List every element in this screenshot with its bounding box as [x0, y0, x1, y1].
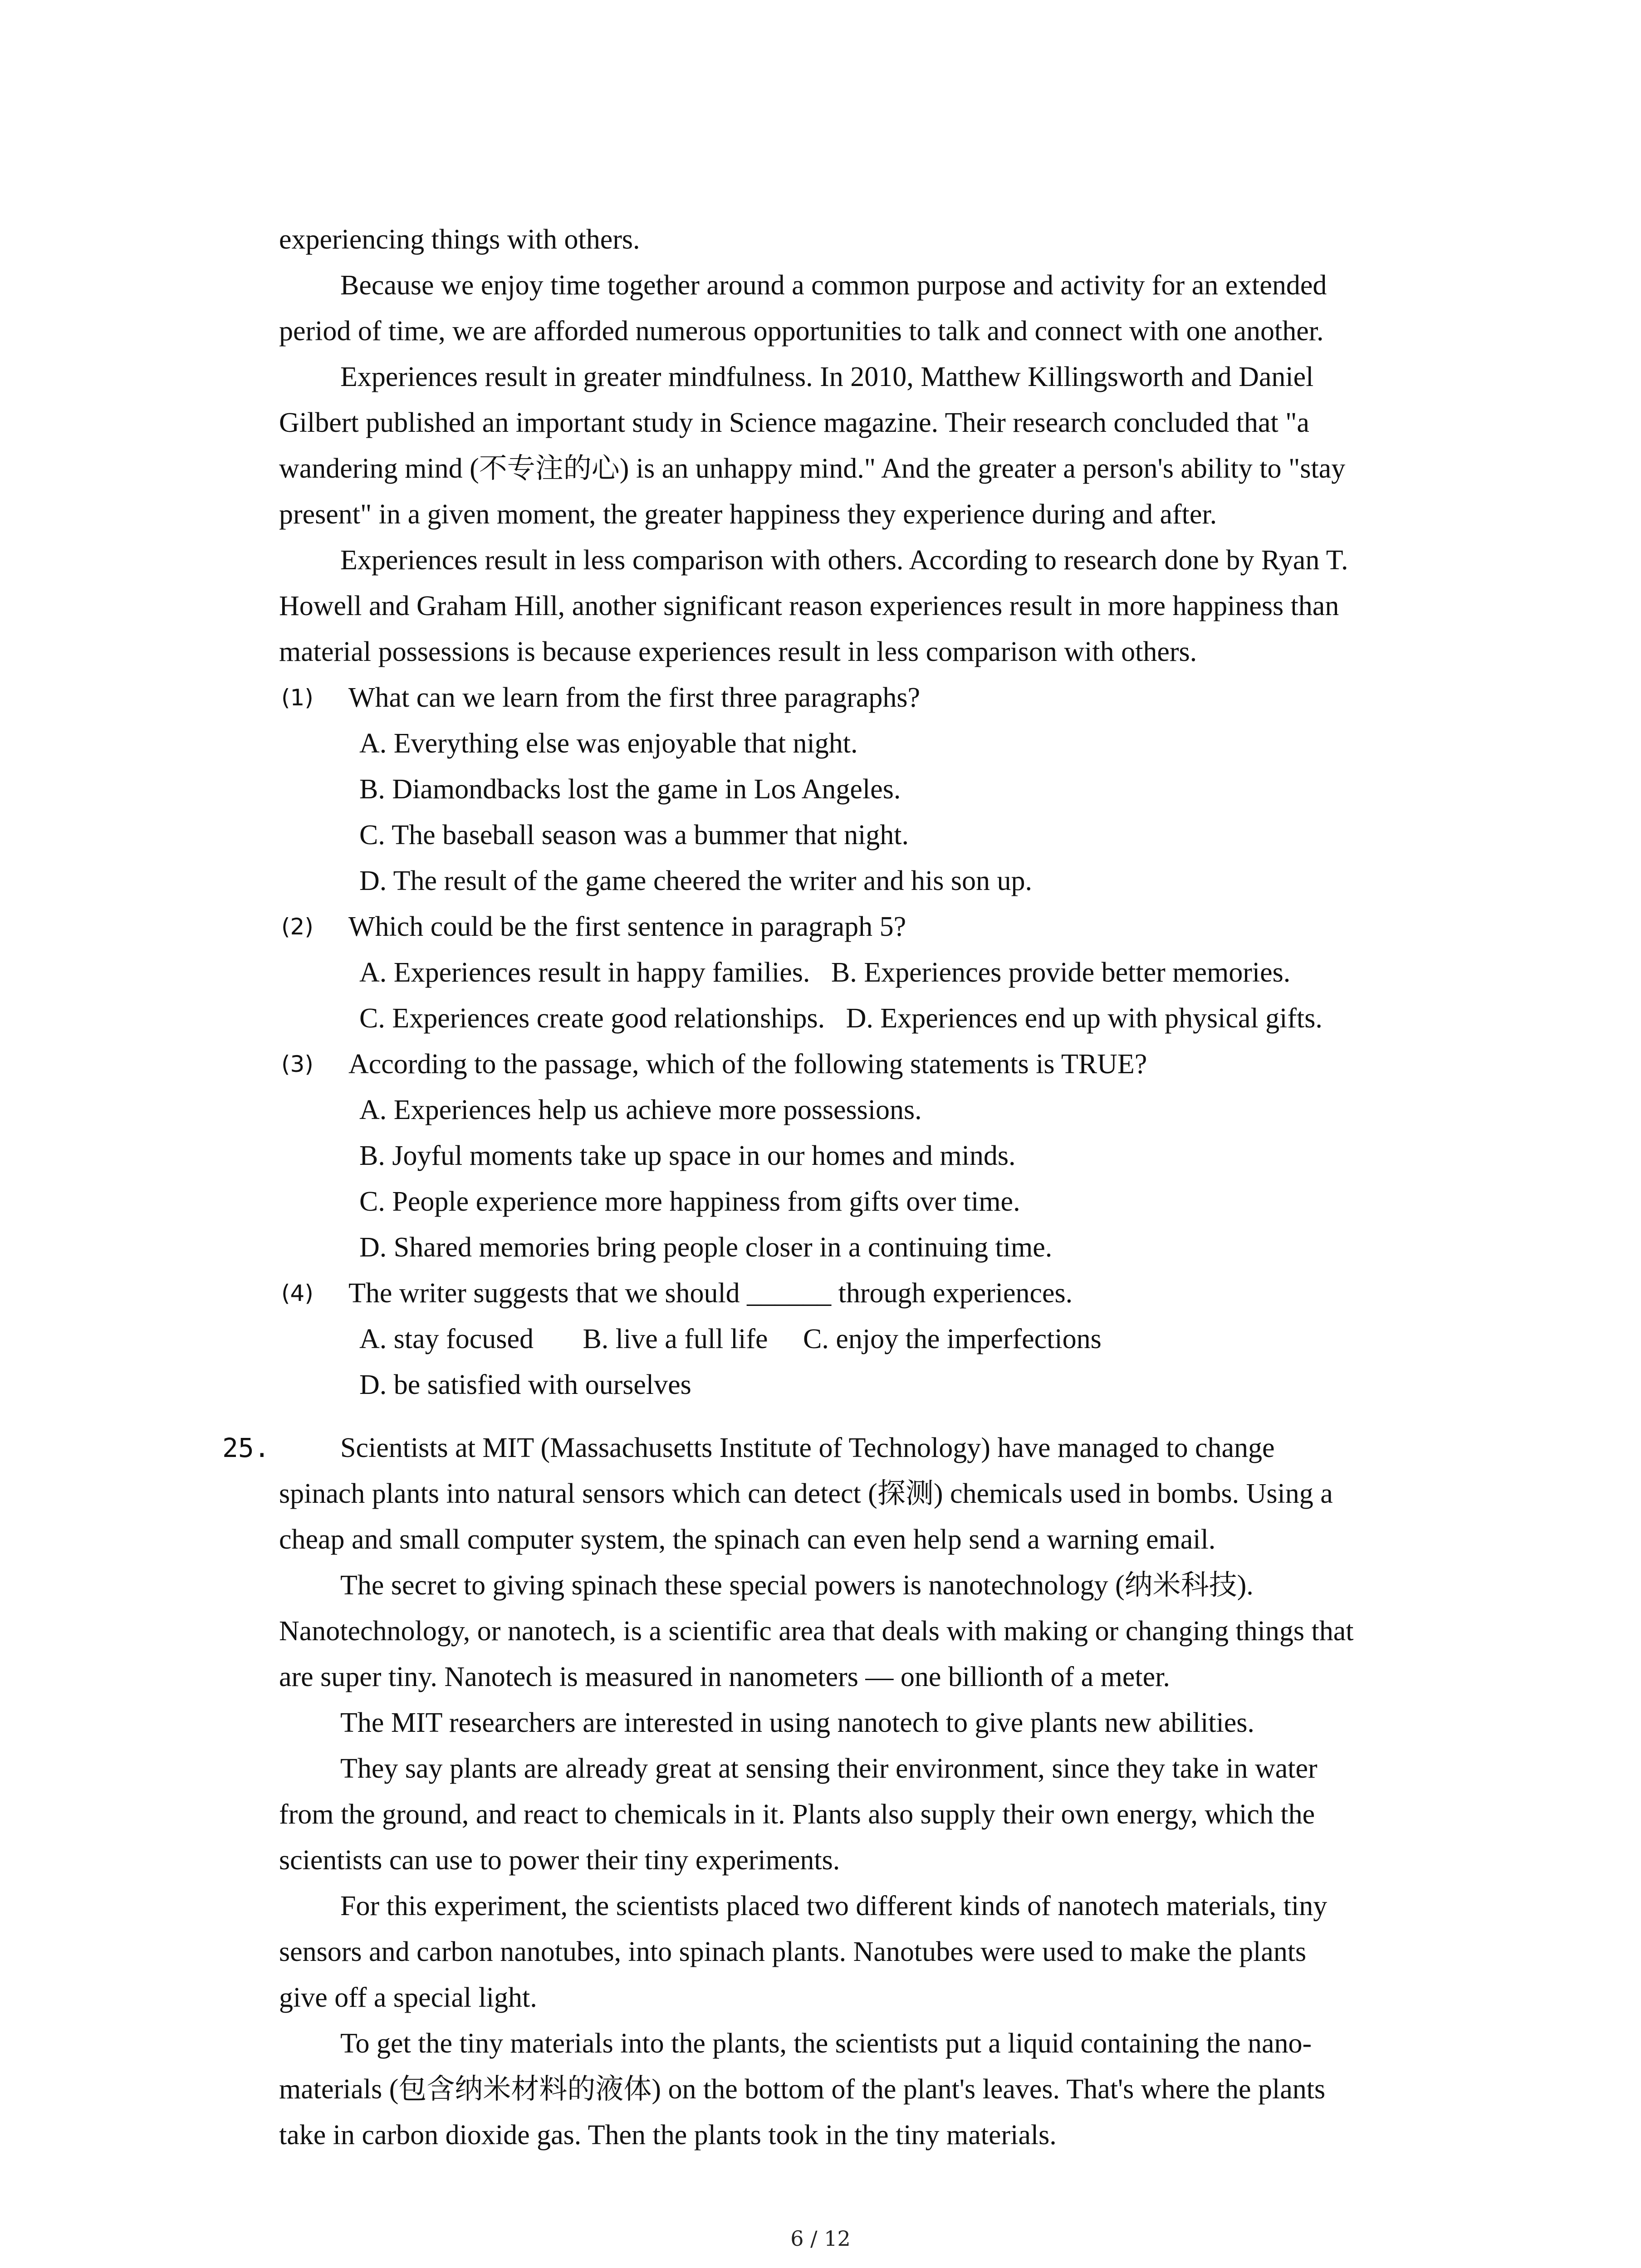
passage-line: scientists can use to power their tiny experiments. [279, 1845, 840, 1876]
question-stem: Which could be the first sentence in paragraph 5? [348, 911, 906, 942]
passage-line: To get the tiny materials into the plants, the scientists put a liquid containing the nano- [340, 2028, 1312, 2059]
passage-line: Experiences result in less comparison with others. According to research done by Ryan T. [340, 545, 1348, 576]
passage-line: period of time, we are afforded numerous opportunities to talk and connect with one another. [279, 316, 1324, 347]
answer-option: D. The result of the game cheered the writer and his son up. [359, 865, 1032, 896]
question-number: (4) [281, 1280, 314, 1306]
passage-line: Nanotechnology, or nanotech, is a scientific area that deals with making or changing things that [279, 1616, 1354, 1647]
question-stem: What can we learn from the first three paragraphs? [348, 682, 921, 713]
question-number: (2) [281, 914, 314, 940]
question-number: (1) [281, 684, 314, 711]
passage-line: Because we enjoy time together around a common purpose and activity for an extended [340, 270, 1327, 301]
passage-line: material possessions is because experiences result in less comparison with others. [279, 636, 1197, 667]
passage-line: give off a special light. [279, 1982, 537, 2013]
passage-line: Experiences result in greater mindfulness. In 2010, Matthew Killingsworth and Daniel [340, 362, 1314, 392]
answer-option: A. Experiences help us achieve more possessions. [359, 1095, 922, 1125]
answer-option: D. Shared memories bring people closer in a continuing time. [359, 1232, 1053, 1263]
answer-option: C. Experiences create good relationships. D. Experiences end up with physical gifts. [359, 1003, 1323, 1034]
passage-line: Scientists at MIT (Massachusetts Institute of Technology) have managed to change [340, 1432, 1275, 1463]
passage-line: The MIT researchers are interested in using nanotech to give plants new abilities. [340, 1707, 1254, 1738]
passage-line: cheap and small computer system, the spinach can even help send a warning email. [279, 1524, 1216, 1555]
passage-line: They say plants are already great at sensing their environment, since they take in water [340, 1753, 1318, 1784]
page-number: 6 / 12 [790, 2226, 851, 2251]
passage-line: wandering mind (不专注的心) is an unhappy mind." And the greater a person's ability to "stay [279, 453, 1346, 484]
passage-line: present" in a given moment, the greater happiness they experience during and after. [279, 499, 1217, 530]
answer-option: C. People experience more happiness from gifts over time. [359, 1186, 1020, 1217]
passage-line: are super tiny. Nanotech is measured in nanometers — one billionth of a meter. [279, 1662, 1170, 1692]
passage-line: experiencing things with others. [279, 224, 640, 255]
answer-option: D. be satisfied with ourselves [359, 1369, 691, 1400]
passage-line: Howell and Graham Hill, another significant reason experiences result in more happiness than [279, 591, 1339, 621]
answer-option: C. The baseball season was a bummer that night. [359, 820, 909, 850]
passage-line: take in carbon dioxide gas. Then the plants took in the tiny materials. [279, 2120, 1057, 2151]
passage-line: materials (包含纳米材料的液体) on the bottom of the plant's leaves. That's where the plants [279, 2074, 1326, 2105]
answer-option: B. Diamondbacks lost the game in Los Angeles. [359, 774, 901, 805]
question-stem: According to the passage, which of the following statements is TRUE? [348, 1049, 1147, 1080]
question-number-25: 25. [222, 1432, 270, 1463]
answer-option: B. Joyful moments take up space in our homes and minds. [359, 1140, 1016, 1171]
answer-option: A. Experiences result in happy families. B. Experiences provide better memories. [359, 957, 1291, 988]
answer-option: A. Everything else was enjoyable that night. [359, 728, 858, 759]
question-number: (3) [281, 1051, 314, 1077]
passage-line: from the ground, and react to chemicals in it. Plants also supply their own energy, which the [279, 1799, 1315, 1830]
passage-line: spinach plants into natural sensors which can detect (探测) chemicals used in bombs. Using a [279, 1478, 1333, 1509]
question-stem: The writer suggests that we should ______ through experiences. [348, 1278, 1073, 1309]
passage-line: The secret to giving spinach these special powers is nanotechnology (纳米科技). [340, 1570, 1254, 1601]
passage-line: sensors and carbon nanotubes, into spinach plants. Nanotubes were used to make the plants [279, 1936, 1307, 1967]
passage-line: Gilbert published an important study in Science magazine. Their research concluded that "a [279, 407, 1309, 438]
answer-option: A. stay focused B. live a full life C. enjoy the imperfections [359, 1324, 1102, 1354]
passage-line: For this experiment, the scientists placed two different kinds of nanotech materials, tiny [340, 1891, 1327, 1921]
